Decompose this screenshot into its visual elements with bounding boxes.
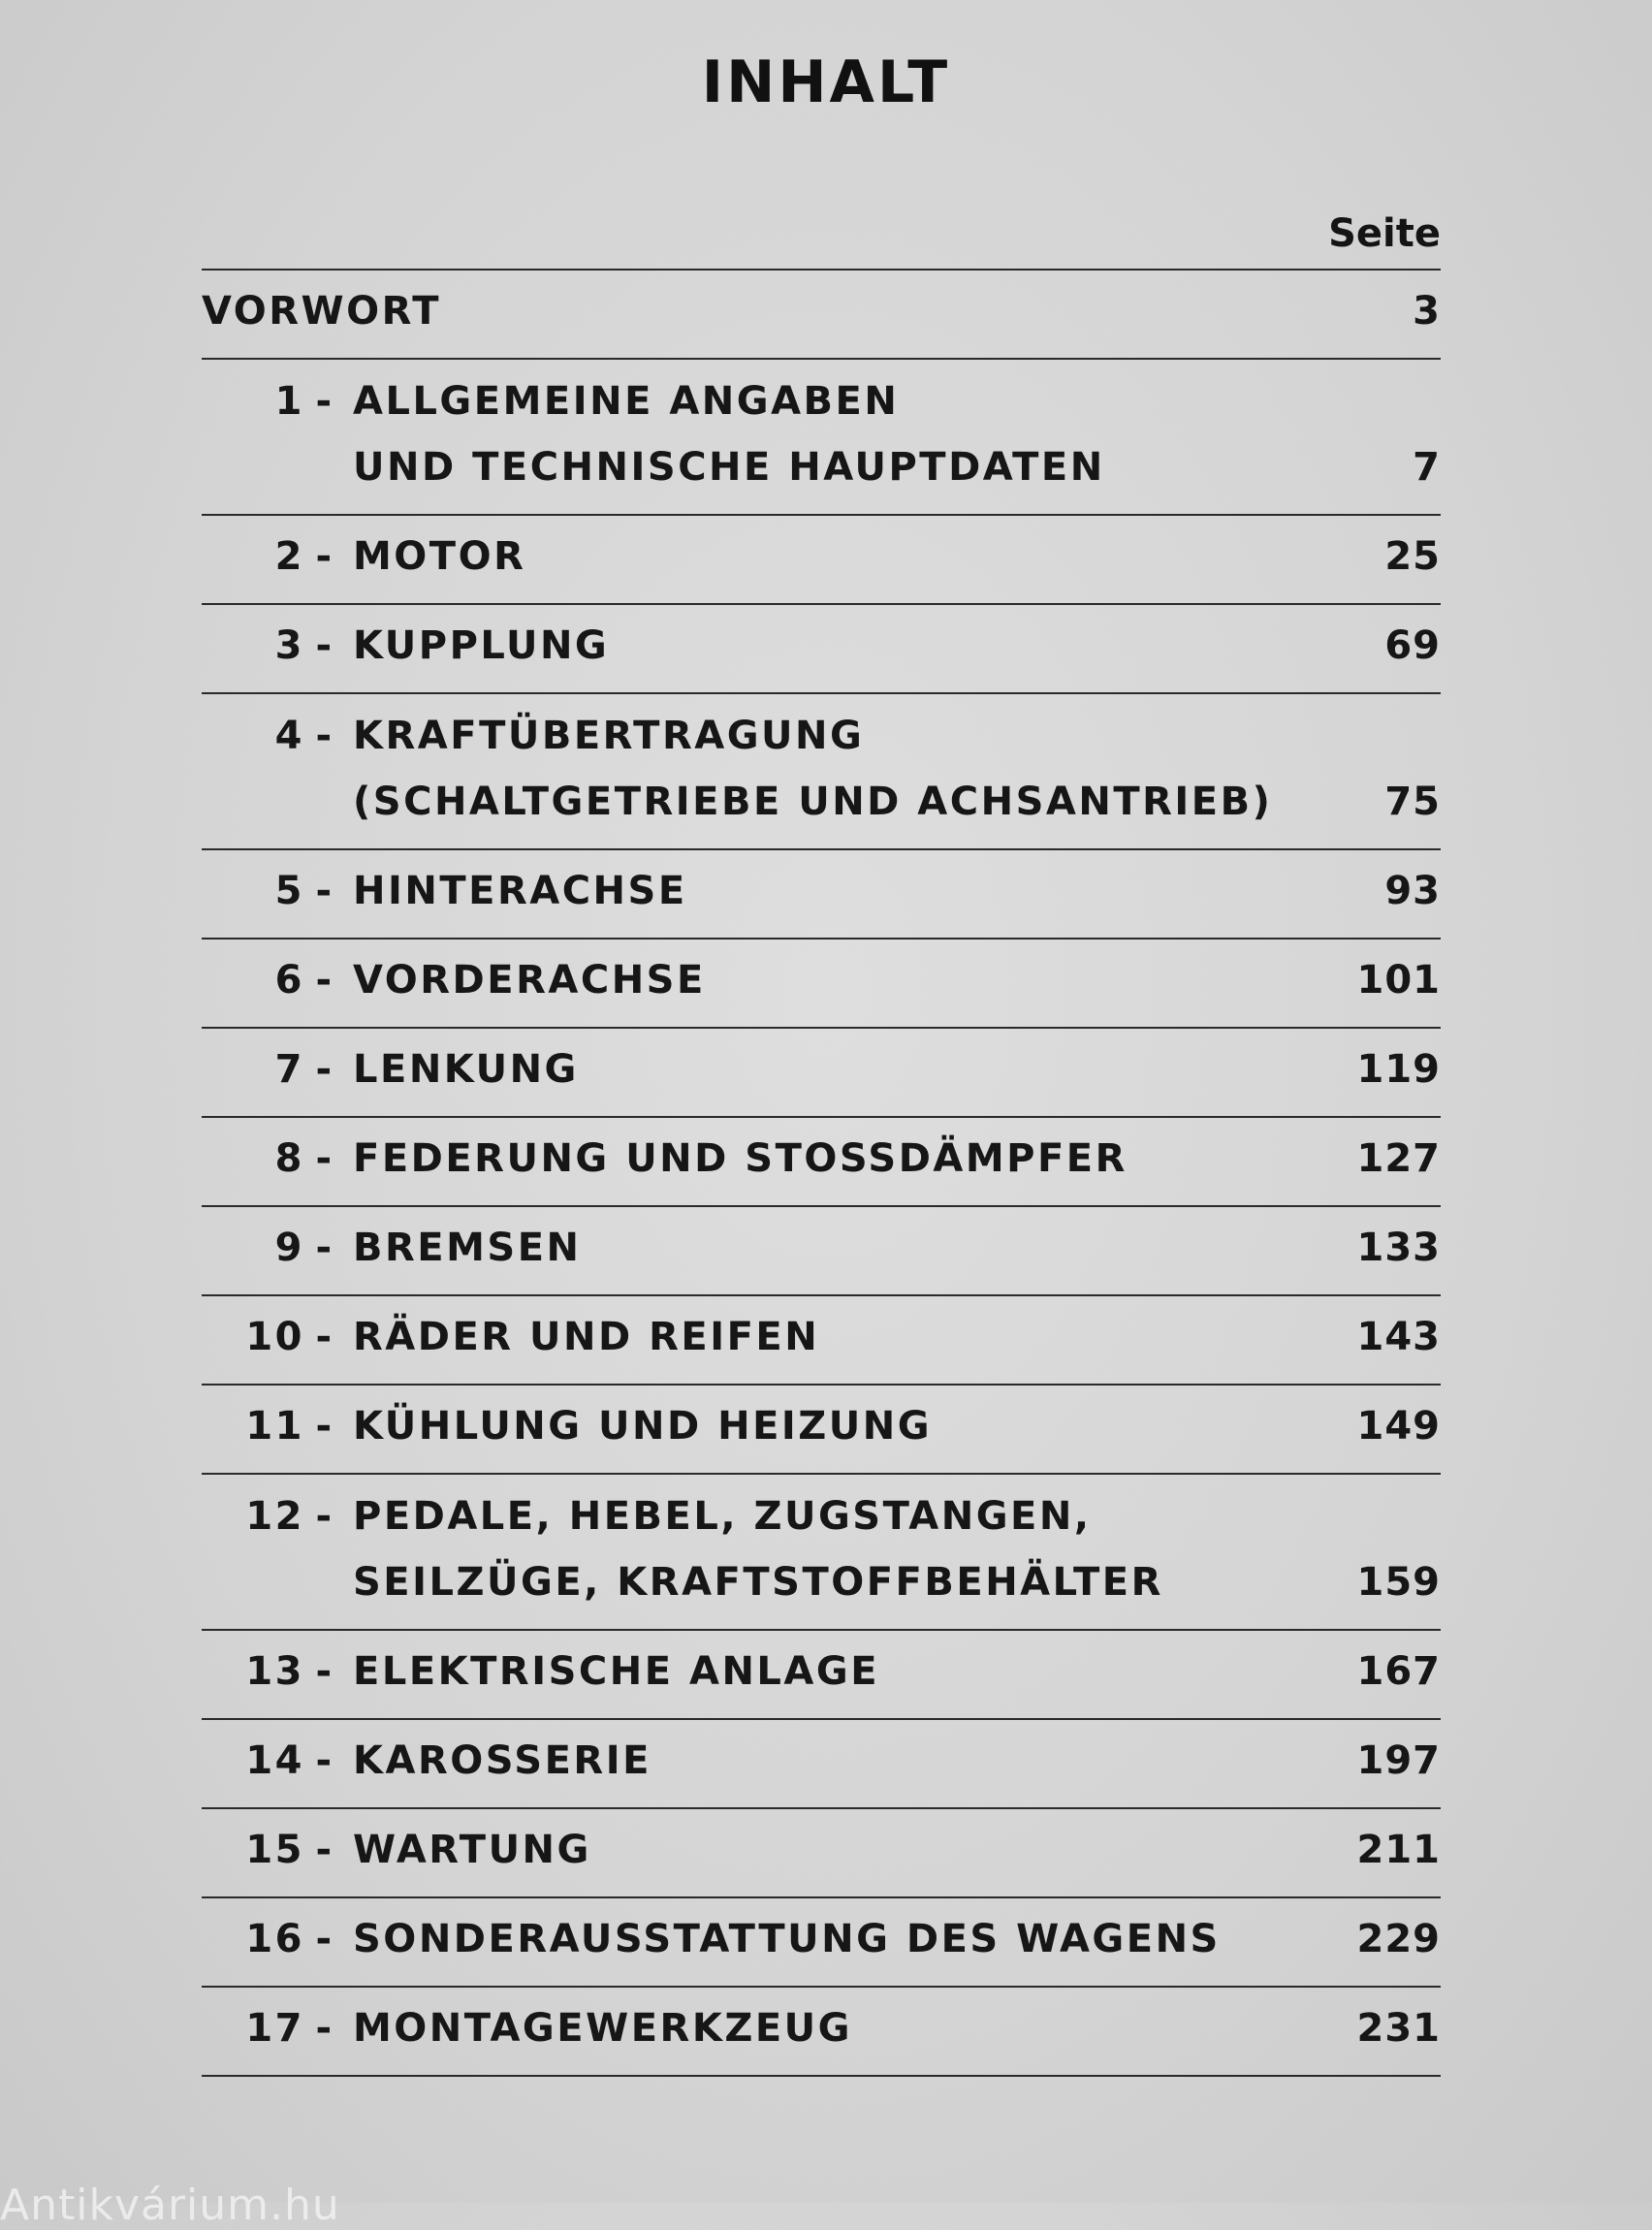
entry-line	[202, 947, 1324, 1013]
entry-lines	[202, 1906, 1324, 1972]
chapter-number: 15	[245, 1828, 304, 1872]
chapter-number: 10	[245, 1315, 304, 1359]
toc-entry	[202, 516, 1441, 605]
toc-entry	[202, 605, 1441, 694]
entry-title: UND TECHNISCHE HAUPTDATEN	[353, 445, 1105, 490]
chapter-dash: -	[315, 379, 334, 424]
entry-line	[202, 769, 1324, 835]
entry-lines	[202, 1639, 1324, 1704]
toc-entry	[202, 1720, 1441, 1809]
entry-page-number: 149	[1356, 1404, 1441, 1449]
chapter-number: 14	[245, 1738, 304, 1783]
chapter-number: 2	[274, 534, 304, 579]
chapter-dash: -	[315, 869, 334, 913]
entry-lines	[202, 1995, 1324, 2061]
entry-page-number: 197	[1356, 1738, 1441, 1783]
entry-page-number: 143	[1356, 1315, 1441, 1359]
entry-title: PEDALE, HEBEL, ZUGSTANGEN,	[353, 1494, 1092, 1539]
entry-lines	[202, 858, 1324, 924]
entry-title: HINTERACHSE	[353, 869, 687, 913]
toc-entry	[202, 1029, 1441, 1118]
entry-title: FEDERUNG UND STOSSDÄMPFER	[353, 1136, 1128, 1181]
toc-entry-vorwort	[202, 271, 1441, 360]
page-title: INHALT	[701, 48, 951, 116]
entry-page-number: 231	[1356, 2006, 1441, 2051]
entry-lines	[202, 1483, 1324, 1615]
toc-entry	[202, 1988, 1441, 2077]
toc-entry	[202, 940, 1441, 1029]
entry-lines	[202, 524, 1324, 589]
entry-page-number: 133	[1356, 1226, 1441, 1270]
entry-title: RÄDER UND REIFEN	[353, 1315, 820, 1359]
entry-page-number: 159	[1356, 1560, 1441, 1605]
chapter-dash: -	[315, 714, 334, 758]
entry-page-number: 167	[1356, 1649, 1441, 1694]
entry-title: WARTUNG	[353, 1828, 591, 1872]
chapter-dash: -	[315, 1494, 334, 1539]
entry-lines	[202, 1215, 1324, 1281]
entry-page-number: 211	[1356, 1828, 1441, 1872]
entry-line	[202, 1215, 1324, 1281]
entry-line	[202, 1906, 1324, 1972]
entry-title: SEILZÜGE, KRAFTSTOFFBEHÄLTER	[353, 1560, 1163, 1605]
watermark: Antikvárium.hu	[0, 2181, 340, 2230]
entry-page-number: 7	[1413, 445, 1441, 490]
entry-title: ELEKTRISCHE ANLAGE	[353, 1649, 880, 1694]
chapter-number: 1	[274, 379, 304, 424]
chapter-dash: -	[315, 1649, 334, 1694]
entry-lines	[202, 1817, 1324, 1883]
chapter-number: 17	[245, 2006, 304, 2051]
entry-page-number: 75	[1384, 780, 1441, 824]
entry-page-number: 119	[1356, 1047, 1441, 1092]
toc-entry	[202, 1898, 1441, 1988]
chapter-dash: -	[315, 2006, 334, 2051]
chapter-number: 5	[274, 869, 304, 913]
chapter-number: 4	[274, 714, 304, 758]
entry-line	[202, 1995, 1324, 2061]
entry-title: KRAFTÜBERTRAGUNG	[353, 714, 865, 758]
entry-lines	[202, 1728, 1324, 1794]
chapter-dash: -	[315, 1226, 334, 1270]
toc-entry	[202, 1296, 1441, 1386]
toc-entry	[202, 360, 1441, 516]
chapter-dash: -	[315, 1738, 334, 1783]
entry-title: (SCHALTGETRIEBE UND ACHSANTRIEB)	[353, 780, 1273, 824]
entry-line	[202, 1817, 1324, 1883]
chapter-dash: -	[315, 1315, 334, 1359]
chapter-number: 9	[274, 1226, 304, 1270]
entry-title: VORWORT	[202, 289, 441, 334]
entry-lines	[202, 1304, 1324, 1370]
chapter-dash: -	[315, 1047, 334, 1092]
toc-entry	[202, 1118, 1441, 1207]
entry-line	[202, 1304, 1324, 1370]
entry-title: LENKUNG	[353, 1047, 579, 1092]
entry-title: BREMSEN	[353, 1226, 582, 1270]
chapter-number: 8	[274, 1136, 304, 1181]
entry-title: MONTAGEWERKZEUG	[353, 2006, 852, 2051]
entry-line	[202, 1393, 1324, 1459]
entry-page-number: 229	[1356, 1917, 1441, 1961]
entry-line	[202, 1549, 1324, 1615]
entry-title: SONDERAUSSTATTUNG DES WAGENS	[353, 1917, 1221, 1961]
toc-entry	[202, 1809, 1441, 1898]
chapter-number: 3	[274, 623, 304, 668]
entry-line	[202, 858, 1324, 924]
entry-lines	[202, 1036, 1324, 1102]
entry-lines	[202, 703, 1324, 835]
chapter-dash: -	[315, 1404, 334, 1449]
chapter-dash: -	[315, 1828, 334, 1872]
entry-page-number: 3	[1413, 289, 1441, 334]
chapter-dash: -	[315, 534, 334, 579]
entry-title: VORDERACHSE	[353, 958, 706, 1003]
entry-page-number: 69	[1384, 623, 1441, 668]
entry-line	[202, 1639, 1324, 1704]
page-column-header: Seite	[202, 199, 1441, 271]
chapter-number: 6	[274, 958, 304, 1003]
entry-page-number: 101	[1356, 958, 1441, 1003]
chapter-number: 11	[245, 1404, 304, 1449]
entry-lines	[202, 1126, 1324, 1192]
toc-entry	[202, 1386, 1441, 1475]
entry-lines	[202, 368, 1324, 500]
entry-page-number: 25	[1384, 534, 1441, 579]
toc-entries	[202, 360, 1441, 2077]
chapter-number: 16	[245, 1917, 304, 1961]
entry-line	[202, 368, 1324, 434]
chapter-dash: -	[315, 1136, 334, 1181]
table-of-contents	[202, 199, 1441, 2077]
toc-entry	[202, 694, 1441, 850]
entry-title: KÜHLUNG UND HEIZUNG	[353, 1404, 933, 1449]
entry-title: ALLGEMEINE ANGABEN	[353, 379, 900, 424]
toc-entry	[202, 1475, 1441, 1631]
entry-line	[202, 1728, 1324, 1794]
entry-line	[202, 524, 1324, 589]
entry-line	[202, 613, 1324, 679]
entry-title: KAROSSERIE	[353, 1738, 651, 1783]
entry-lines	[202, 947, 1324, 1013]
entry-lines	[202, 613, 1324, 679]
chapter-dash: -	[315, 623, 334, 668]
chapter-number: 7	[274, 1047, 304, 1092]
toc-entry	[202, 1631, 1441, 1720]
chapter-dash: -	[315, 1917, 334, 1961]
entry-line	[202, 1126, 1324, 1192]
toc-entry	[202, 850, 1441, 940]
entry-line	[202, 434, 1324, 500]
entry-page-number: 127	[1356, 1136, 1441, 1181]
entry-title: KUPPLUNG	[353, 623, 610, 668]
chapter-dash: -	[315, 958, 334, 1003]
entry-line	[202, 1483, 1324, 1549]
entry-line	[202, 703, 1324, 769]
entry-line	[202, 1036, 1324, 1102]
entry-page-number: 93	[1384, 869, 1441, 913]
entry-lines	[202, 1393, 1324, 1459]
chapter-number: 13	[245, 1649, 304, 1694]
entry-title: MOTOR	[353, 534, 526, 579]
toc-entry	[202, 1207, 1441, 1296]
chapter-number: 12	[245, 1494, 304, 1539]
